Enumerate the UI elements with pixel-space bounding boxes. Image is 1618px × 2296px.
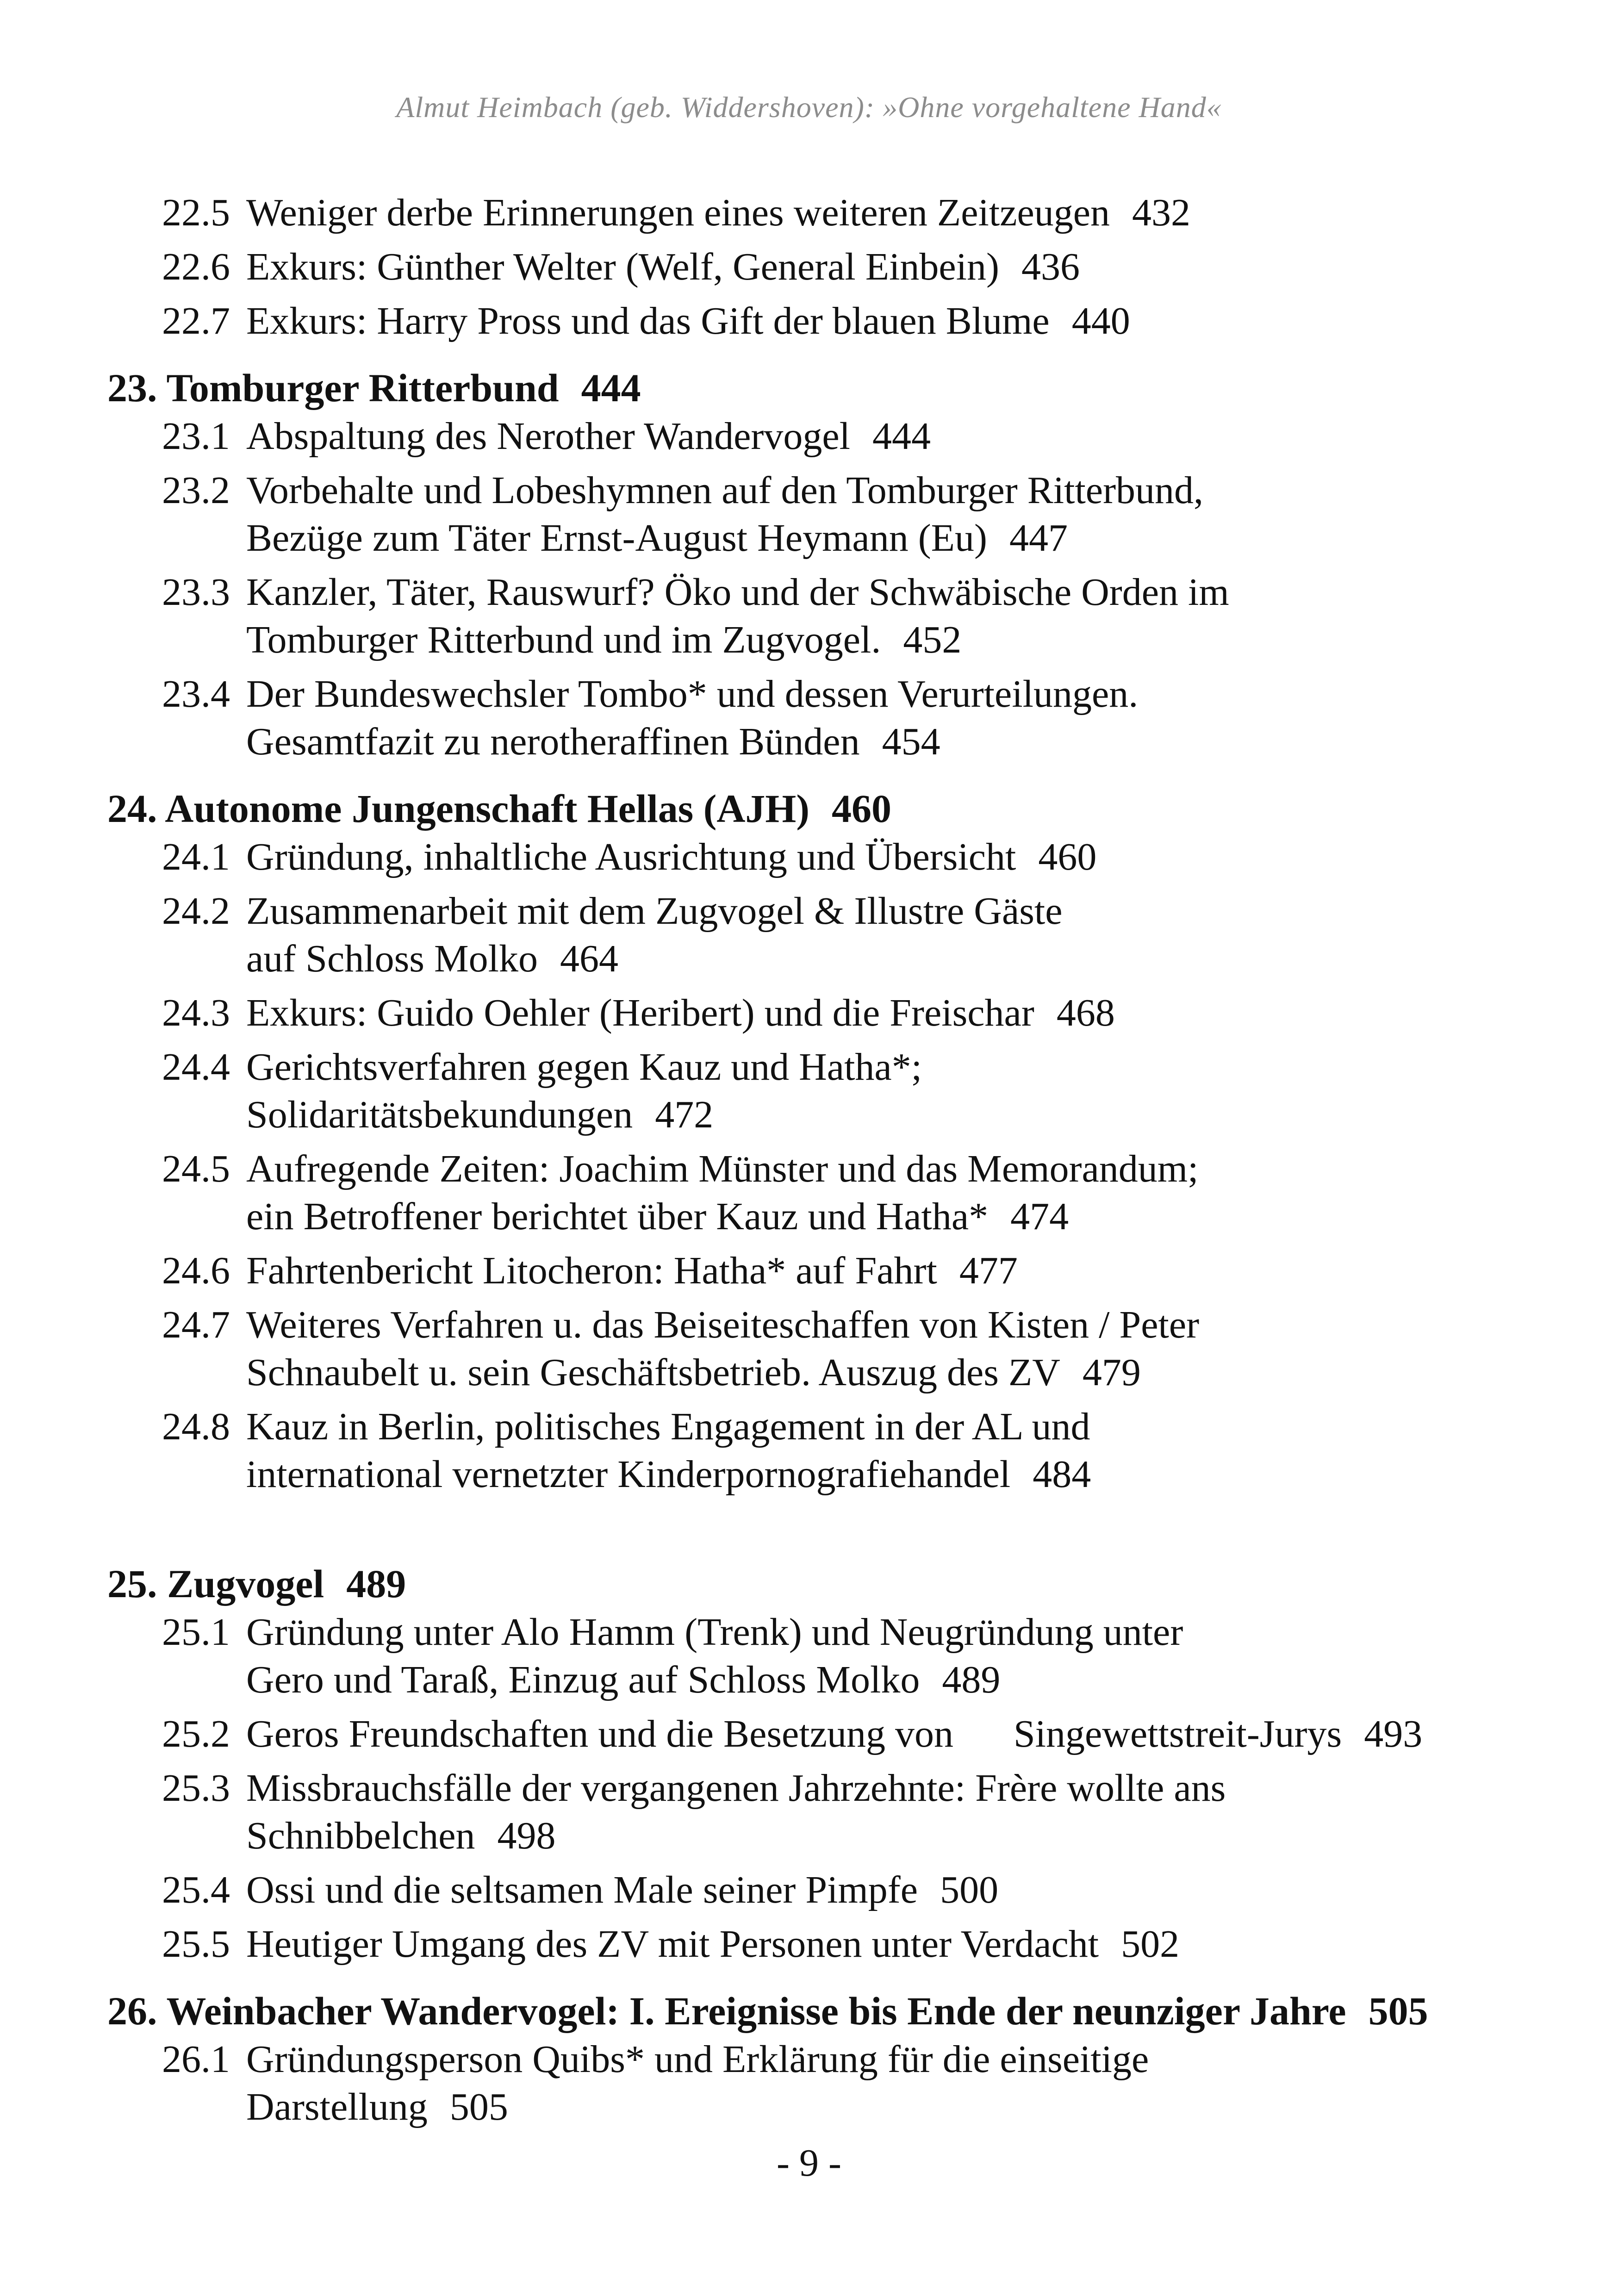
section-title: Exkurs: Guido Oehler (Heribert) und die Freischar: [246, 991, 1034, 1034]
section-title: Gero und Taraß, Einzug auf Schloss Molko: [246, 1658, 920, 1701]
section-title: international vernetzter Kinderpornografiehandel: [246, 1453, 1011, 1496]
section-number: 22.7: [162, 299, 230, 342]
toc-entry-23-2: [107, 467, 1561, 562]
section-title: Gesamtfazit zu nerotheraffinen Bünden: [246, 720, 860, 763]
toc-entry-23-3: [107, 568, 1561, 664]
toc-chapter-23: [107, 363, 1561, 412]
section-line: [246, 189, 1561, 236]
section-line: [246, 1193, 1561, 1240]
section-line: Vorbehalte und Lobeshymnen auf den Tomburger Ritterbund,: [246, 469, 1204, 512]
section-line: [246, 989, 1561, 1037]
section-line: [246, 616, 1561, 664]
section-line: [246, 1920, 1561, 1968]
section-title: Schnaubelt u. sein Geschäftsbetrieb. Auszug des ZV: [246, 1351, 1060, 1394]
section-number: 25.1: [162, 1611, 230, 1654]
chapter-title: 26. Weinbacher Wandervogel: I. Ereignisse bis Ende der neunziger Jahre: [107, 1989, 1346, 2033]
section-line: Missbrauchsfälle der vergangenen Jahrzehnte: Frère wollte ans: [246, 1767, 1226, 1810]
section-line: Gründung unter Alo Hamm (Trenk) und Neugründung unter: [246, 1611, 1183, 1654]
toc-entry-24-8: [107, 1403, 1561, 1498]
toc-entry-22-6: [107, 243, 1561, 291]
section-line: Gründungsperson Quibs* und Erklärung für die einseitige: [246, 2038, 1149, 2081]
section-line: [246, 1866, 1561, 1914]
toc-chapter-24: [107, 784, 1561, 833]
section-line: Aufregende Zeiten: Joachim Münster und das Memorandum;: [246, 1147, 1199, 1190]
page-ref: 440: [1071, 299, 1130, 342]
section-number: 25.5: [162, 1923, 230, 1966]
page-ref: 444: [581, 366, 641, 410]
section-title: Ossi und die seltsamen Male seiner Pimpfe: [246, 1868, 918, 1911]
section-title: Schnibbelchen: [246, 1814, 475, 1857]
page-ref: 474: [1010, 1195, 1069, 1238]
section-line: [246, 1349, 1561, 1396]
section-line: [246, 2083, 1561, 2131]
page-ref: 502: [1121, 1923, 1180, 1966]
section-number: 24.4: [162, 1045, 230, 1089]
toc-entry-25-1: [107, 1608, 1561, 1704]
section-number: 24.8: [162, 1405, 230, 1448]
section-line: [246, 243, 1561, 291]
page-ref: 500: [940, 1868, 999, 1911]
toc-entry-22-7: [107, 297, 1561, 345]
section-number: 26.1: [162, 2038, 230, 2081]
section-number: 24.3: [162, 991, 230, 1034]
section-line: Kanzler, Täter, Rauswurf? Öko und der Schwäbische Orden im: [246, 571, 1229, 614]
page-ref: 493: [1364, 1712, 1423, 1755]
section-line: [246, 935, 1561, 983]
section-number: 24.6: [162, 1249, 230, 1292]
section-line: [246, 412, 1561, 460]
section-title: Darstellung: [246, 2085, 428, 2128]
section-title: Fahrtenbericht Litocheron: Hatha* auf Fahrt: [246, 1249, 937, 1292]
toc-entry-24-1: [107, 833, 1561, 881]
page-ref: 489: [346, 1562, 406, 1606]
page-ref: 436: [1021, 245, 1080, 288]
section-line: [246, 297, 1561, 345]
page-ref: 468: [1056, 991, 1115, 1034]
section-title-continued: Singewettstreit-Jurys: [1013, 1712, 1342, 1755]
section-line: [246, 1247, 1561, 1294]
section-number: 25.3: [162, 1767, 230, 1810]
section-title: Weniger derbe Erinnerungen eines weiteren Zeitzeugen: [246, 191, 1110, 234]
page-ref: 505: [1368, 1989, 1428, 2033]
toc-entry-25-2: [107, 1710, 1561, 1758]
page-ref: 505: [449, 2085, 508, 2128]
chapter-title: 24. Autonome Jungenschaft Hellas (AJH): [107, 786, 809, 831]
section-number: 23.3: [162, 571, 230, 614]
section-number: 23.4: [162, 672, 230, 716]
page-ref: 447: [1009, 516, 1068, 560]
section-number: 24.1: [162, 835, 230, 878]
page-ref: 472: [655, 1093, 714, 1136]
chapter-title: 25. Zugvogel: [107, 1562, 324, 1606]
section-line: [246, 1091, 1561, 1139]
toc-chapter-26: [107, 1986, 1561, 2035]
toc-chapter-25: [107, 1559, 1561, 1608]
section-number: 25.4: [162, 1868, 230, 1911]
section-title: Gründung, inhaltliche Ausrichtung und Übersicht: [246, 835, 1016, 878]
section-line: Weiteres Verfahren u. das Beiseiteschaffen von Kisten / Peter: [246, 1303, 1200, 1346]
section-number: 24.5: [162, 1147, 230, 1190]
section-title: Tomburger Ritterbund und im Zugvogel.: [246, 618, 881, 661]
page-ref: 484: [1033, 1453, 1091, 1496]
section-title: auf Schloss Molko: [246, 937, 538, 980]
page-ref: 460: [831, 786, 891, 831]
toc-entry-24-6: [107, 1247, 1561, 1294]
toc-entry-25-4: [107, 1866, 1561, 1914]
page-ref: 498: [497, 1814, 556, 1857]
section-line: [246, 1656, 1561, 1704]
page-number: - 9 -: [777, 2141, 841, 2184]
section-line: Kauz in Berlin, politisches Engagement in der AL und: [246, 1405, 1090, 1448]
toc-entry-25-5: [107, 1920, 1561, 1968]
page-ref: 452: [903, 618, 962, 661]
section-title: Exkurs: Günther Welter (Welf, General Einbein): [246, 245, 1000, 288]
page-ref: 464: [560, 937, 618, 980]
toc-entry-25-3: [107, 1764, 1561, 1860]
chapter-title: 23. Tomburger Ritterbund: [107, 366, 559, 410]
toc-entry-22-5: [107, 189, 1561, 236]
page-ref: 454: [882, 720, 940, 763]
section-title: Geros Freundschaften und die Besetzung von: [246, 1712, 953, 1755]
section-line: [246, 514, 1561, 562]
section-line: [246, 833, 1561, 881]
section-line: [246, 1710, 1561, 1758]
section-title: Exkurs: Harry Pross und das Gift der blauen Blume: [246, 299, 1050, 342]
section-number: 22.5: [162, 191, 230, 234]
page-ref: 460: [1038, 835, 1097, 878]
section-number: 22.6: [162, 245, 230, 288]
section-line: Gerichtsverfahren gegen Kauz und Hatha*;: [246, 1045, 922, 1089]
section-number: 25.2: [162, 1712, 230, 1755]
section-line: [246, 1450, 1561, 1498]
section-line: [246, 718, 1561, 765]
page-ref: 432: [1132, 191, 1191, 234]
running-header: Almut Heimbach (geb. Widdershoven): »Ohne vorgehaltene Hand«: [396, 91, 1222, 124]
toc-entry-23-1: [107, 412, 1561, 460]
page-ref: 477: [959, 1249, 1018, 1292]
section-title: Solidaritätsbekundungen: [246, 1093, 633, 1136]
toc-entry-24-5: [107, 1145, 1561, 1240]
toc-entry-24-4: [107, 1043, 1561, 1139]
section-number: 23.1: [162, 415, 230, 458]
toc-entry-24-3: [107, 989, 1561, 1037]
toc-entry-24-2: [107, 887, 1561, 983]
section-title: ein Betroffener berichtet über Kauz und Hatha*: [246, 1195, 989, 1238]
toc-entry-23-4: [107, 670, 1561, 765]
page-ref: 479: [1082, 1351, 1141, 1394]
toc-entry-26-1: [107, 2035, 1561, 2131]
section-title: Bezüge zum Täter Ernst-August Heymann (Eu): [246, 516, 987, 560]
page-ref: 444: [872, 415, 931, 458]
toc-entry-24-7: [107, 1301, 1561, 1396]
section-title: Heutiger Umgang des ZV mit Personen unter Verdacht: [246, 1923, 1099, 1966]
section-line: Zusammenarbeit mit dem Zugvogel & Illustre Gäste: [246, 890, 1063, 933]
section-line: [246, 1812, 1561, 1860]
page-ref: 489: [942, 1658, 1001, 1701]
section-number: 24.7: [162, 1303, 230, 1346]
table-of-contents: [107, 189, 1561, 2131]
section-title: Abspaltung des Nerother Wandervogel: [246, 415, 850, 458]
section-line: Der Bundeswechsler Tombo* und dessen Verurteilungen.: [246, 672, 1139, 716]
section-number: 24.2: [162, 890, 230, 933]
section-number: 23.2: [162, 469, 230, 512]
